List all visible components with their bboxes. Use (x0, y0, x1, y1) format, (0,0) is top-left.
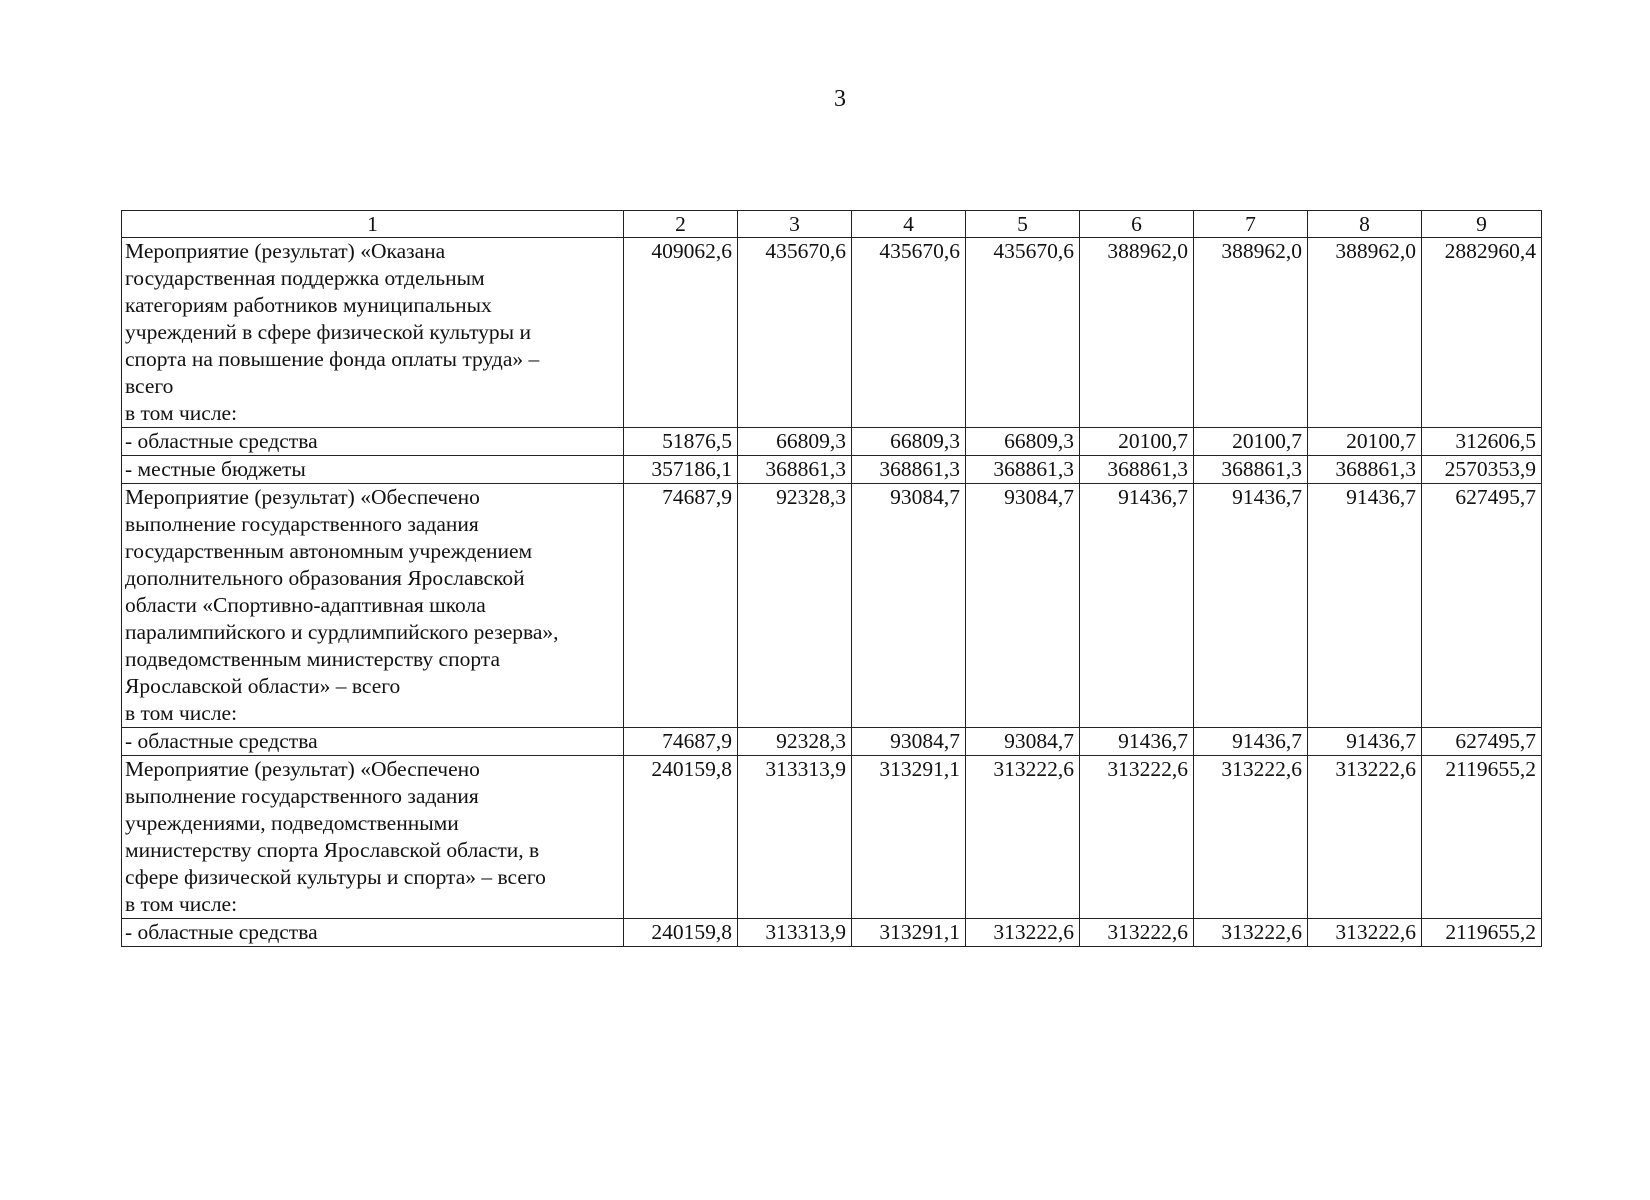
value-cell: 313291,1 (852, 756, 966, 919)
value-cell: 91436,7 (1194, 484, 1308, 728)
row-label-line: области «Спортивно-адаптивная школа (125, 593, 486, 617)
row-label-line: подведомственным министерству спорта (125, 647, 500, 671)
row-label-line: в том числе: (125, 892, 238, 916)
row-label-line: дополнительного образования Ярославской (125, 566, 525, 590)
table-row (122, 728, 1542, 756)
value-cell: 313222,6 (966, 919, 1080, 947)
value-cell: 313313,9 (738, 756, 852, 919)
row-label-line: Ярославской области» – всего (125, 674, 401, 698)
row-label (122, 238, 624, 428)
budget-table (121, 210, 1542, 947)
value-cell: 93084,7 (852, 484, 966, 728)
column-number-header: 7 (1194, 211, 1308, 238)
value-cell: 368861,3 (852, 456, 966, 484)
value-cell: 93084,7 (966, 484, 1080, 728)
value-cell: 66809,3 (852, 428, 966, 456)
row-label (122, 728, 624, 756)
row-label-line: - областные средства (125, 920, 318, 944)
value-cell: 313222,6 (1080, 919, 1194, 947)
value-cell: 388962,0 (1194, 238, 1308, 428)
value-cell: 93084,7 (852, 728, 966, 756)
page-number: 3 (834, 86, 846, 112)
value-cell: 91436,7 (1308, 484, 1422, 728)
value-cell: 313222,6 (1080, 756, 1194, 919)
header-row (122, 211, 1542, 238)
value-cell: 92328,3 (738, 484, 852, 728)
row-label (122, 919, 624, 947)
row-label-line: учреждений в сфере физической культуры и (125, 320, 532, 344)
table-row (122, 428, 1542, 456)
row-label-line: выполнение государственного задания (125, 784, 479, 808)
column-number-header: 8 (1308, 211, 1422, 238)
value-cell: 2119655,2 (1422, 919, 1542, 947)
value-cell: 313222,6 (1308, 919, 1422, 947)
value-cell: 20100,7 (1194, 428, 1308, 456)
value-cell: 627495,7 (1422, 728, 1542, 756)
value-cell: 368861,3 (1080, 456, 1194, 484)
row-label-line: - местные бюджеты (125, 457, 306, 481)
row-label (122, 456, 624, 484)
column-number-header: 5 (966, 211, 1080, 238)
row-label-line: - областные средства (125, 429, 318, 453)
row-label-line: государственным автономным учреждением (125, 539, 533, 563)
value-cell: 313222,6 (1194, 756, 1308, 919)
row-label-line: Мероприятие (результат) «Оказана (125, 239, 446, 263)
value-cell: 20100,7 (1308, 428, 1422, 456)
value-cell: 66809,3 (966, 428, 1080, 456)
row-label-line: категориям работников муниципальных (125, 293, 492, 317)
value-cell: 240159,8 (624, 756, 738, 919)
row-label-line: спорта на повышение фонда оплаты труда» – (125, 347, 540, 371)
value-cell: 74687,9 (624, 728, 738, 756)
value-cell: 435670,6 (966, 238, 1080, 428)
column-number-header: 1 (122, 211, 624, 238)
value-cell: 91436,7 (1080, 484, 1194, 728)
row-label (122, 428, 624, 456)
value-cell: 435670,6 (852, 238, 966, 428)
table-row (122, 919, 1542, 947)
row-label-line: учреждениями, подведомственными (125, 811, 459, 835)
value-cell: 2570353,9 (1422, 456, 1542, 484)
value-cell: 368861,3 (966, 456, 1080, 484)
value-cell: 74687,9 (624, 484, 738, 728)
row-label-line: в том числе: (125, 701, 238, 725)
value-cell: 20100,7 (1080, 428, 1194, 456)
row-label-line: государственная поддержка отдельным (125, 266, 485, 290)
value-cell: 627495,7 (1422, 484, 1542, 728)
column-number-header: 6 (1080, 211, 1194, 238)
table-row (122, 238, 1542, 428)
value-cell: 312606,5 (1422, 428, 1542, 456)
value-cell: 92328,3 (738, 728, 852, 756)
value-cell: 313313,9 (738, 919, 852, 947)
value-cell: 51876,5 (624, 428, 738, 456)
row-label (122, 484, 624, 728)
value-cell: 313222,6 (1308, 756, 1422, 919)
value-cell: 313291,1 (852, 919, 966, 947)
value-cell: 357186,1 (624, 456, 738, 484)
row-label-line: всего (125, 374, 174, 398)
row-label-line: - областные средства (125, 729, 318, 753)
value-cell: 435670,6 (738, 238, 852, 428)
value-cell: 313222,6 (1194, 919, 1308, 947)
column-number-header: 9 (1422, 211, 1542, 238)
value-cell: 2882960,4 (1422, 238, 1542, 428)
value-cell: 91436,7 (1080, 728, 1194, 756)
row-label-line: сфере физической культуры и спорта» – всего (125, 865, 546, 889)
row-label (122, 756, 624, 919)
table-row (122, 456, 1542, 484)
column-number-header: 3 (738, 211, 852, 238)
table-row (122, 756, 1542, 919)
row-label-line: Мероприятие (результат) «Обеспечено (125, 757, 480, 781)
row-label-line: паралимпийского и сурдлимпийского резерва», (125, 620, 559, 644)
value-cell: 368861,3 (1308, 456, 1422, 484)
row-label-line: министерству спорта Ярославской области, в (125, 838, 540, 862)
value-cell: 240159,8 (624, 919, 738, 947)
row-label-line: выполнение государственного задания (125, 512, 479, 536)
value-cell: 93084,7 (966, 728, 1080, 756)
row-label-line: Мероприятие (результат) «Обеспечено (125, 485, 480, 509)
column-number-header: 4 (852, 211, 966, 238)
row-label-line: в том числе: (125, 401, 238, 425)
value-cell: 2119655,2 (1422, 756, 1542, 919)
value-cell: 368861,3 (1194, 456, 1308, 484)
value-cell: 91436,7 (1194, 728, 1308, 756)
value-cell: 66809,3 (738, 428, 852, 456)
value-cell: 409062,6 (624, 238, 738, 428)
value-cell: 388962,0 (1308, 238, 1422, 428)
value-cell: 388962,0 (1080, 238, 1194, 428)
value-cell: 91436,7 (1308, 728, 1422, 756)
value-cell: 313222,6 (966, 756, 1080, 919)
table-row (122, 484, 1542, 728)
table-body (122, 238, 1542, 947)
value-cell: 368861,3 (738, 456, 852, 484)
column-number-header: 2 (624, 211, 738, 238)
